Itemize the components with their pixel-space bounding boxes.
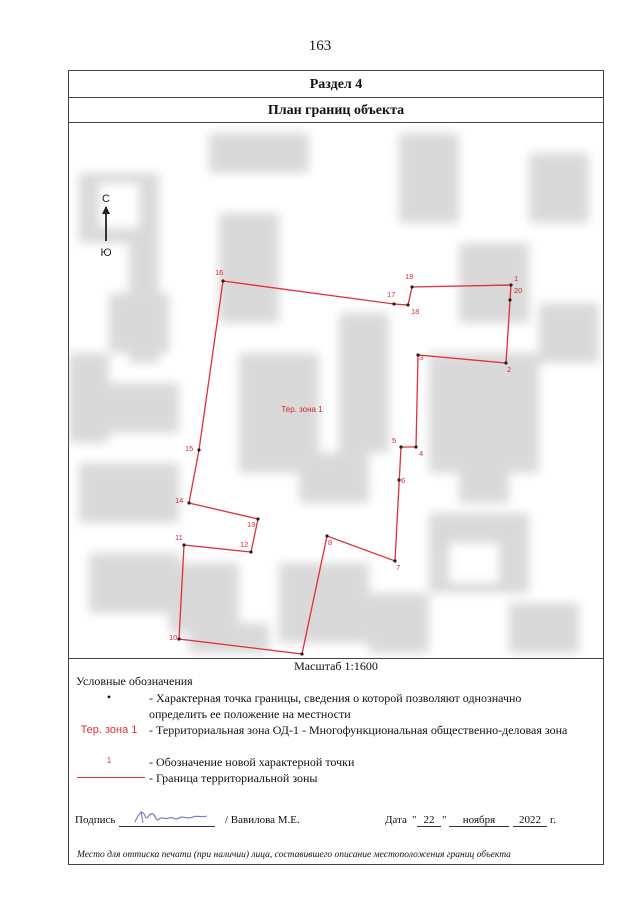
legend-item-text: - Обозначение новой характерной точки [149, 755, 355, 769]
point-label: 13 [247, 520, 256, 529]
date-year: 2022 [513, 814, 547, 827]
map-svg [69, 123, 603, 659]
compass-north-label: С [102, 193, 110, 205]
point-label: 8 [328, 538, 333, 547]
point-label: 17 [387, 290, 396, 299]
boundary-line-icon [77, 777, 145, 778]
compass-south-label: Ю [100, 247, 112, 259]
handwritten-signature-icon [131, 808, 211, 828]
point-label: 10 [169, 633, 178, 642]
boundary-point [406, 303, 409, 306]
zone-label: Тер. зона 1 [281, 405, 323, 414]
boundary-point [300, 652, 303, 655]
point-label: 16 [215, 268, 224, 277]
boundary-point [399, 445, 402, 448]
boundary-point [197, 448, 200, 451]
legend-title: Условные обозначения [76, 674, 193, 688]
document-frame: Раздел 4 План границ объекта 1 2 3 4 5 6 7 8 10 11 12 13 14 15 16 17 18 19 20 Тер. зона 1 С Ю Масштаб 1:1600 Условные обозначения • - Характерная точка границы, сведения о которой позволяют однозначно определить ее положение на местности Тер. зона 1 - Территориальная зона ОД-1 - Многофункциональная общественно-деловая зона 1 - Обозначение новой характерной точки - Граница территориальной зоны Подпись / Вавилова М.Е. Дата " 22 " ноября 2022 г. Место для оттиска печати (при наличии) лица, составившего описание местоположения границ объекта [68, 70, 604, 865]
boundary-map [69, 123, 603, 659]
boundary-point [509, 283, 512, 286]
blurred-basemap [69, 133, 599, 653]
point-label: 4 [419, 449, 424, 458]
boundary-point [221, 279, 224, 282]
map-scale: Масштаб 1:1600 [294, 659, 378, 673]
point-label: 15 [185, 444, 194, 453]
footer-note: Место для оттиска печати (при наличии) лица, составившего описание местоположения границ объекта [77, 850, 511, 860]
boundary-point [392, 302, 395, 305]
point-label: 19 [405, 272, 414, 281]
point-label: 11 [175, 533, 183, 542]
boundary-point [249, 550, 252, 553]
section-title: Раздел 4 [69, 71, 603, 98]
zone-symbol: Тер. зона 1 [80, 724, 138, 736]
section-subtitle: План границ объекта [69, 98, 603, 123]
date-day: 22 [417, 814, 441, 827]
boundary-point [508, 298, 511, 301]
legend-item-text: - Характерная точка границы, сведения о которой позволяют однозначно определить ее положение на местности [149, 691, 522, 721]
point-label: 6 [401, 476, 406, 485]
boundary-point [410, 285, 413, 288]
point-symbol-icon: • [106, 690, 112, 704]
boundary-point [187, 501, 190, 504]
date-year-suffix: г. [550, 814, 557, 826]
legend-item-text: - Территориальная зона ОД-1 - Многофункциональная общественно-деловая зона [149, 723, 568, 737]
point-label: 12 [240, 540, 249, 549]
date-label: Дата [385, 814, 407, 826]
point-label: 7 [396, 563, 401, 572]
point-label: 14 [175, 496, 184, 505]
signature-label: Подпись [75, 814, 116, 826]
point-label: 1 [514, 274, 519, 283]
boundary-point [256, 517, 259, 520]
date-month: ноября [449, 814, 509, 827]
boundary-point [182, 543, 185, 546]
legend-item-text: - Граница территориальной зоны [149, 771, 318, 785]
page-number: 163 [308, 38, 332, 54]
boundary-point [414, 445, 417, 448]
new-point-symbol: 1 [106, 756, 112, 765]
point-label: 18 [411, 307, 420, 316]
point-label: 5 [392, 436, 397, 445]
point-label: 3 [419, 353, 424, 362]
signer-name: / Вавилова М.Е. [225, 814, 300, 826]
point-label: 20 [514, 286, 523, 295]
point-label: 2 [507, 365, 512, 374]
boundary-point [177, 637, 180, 640]
